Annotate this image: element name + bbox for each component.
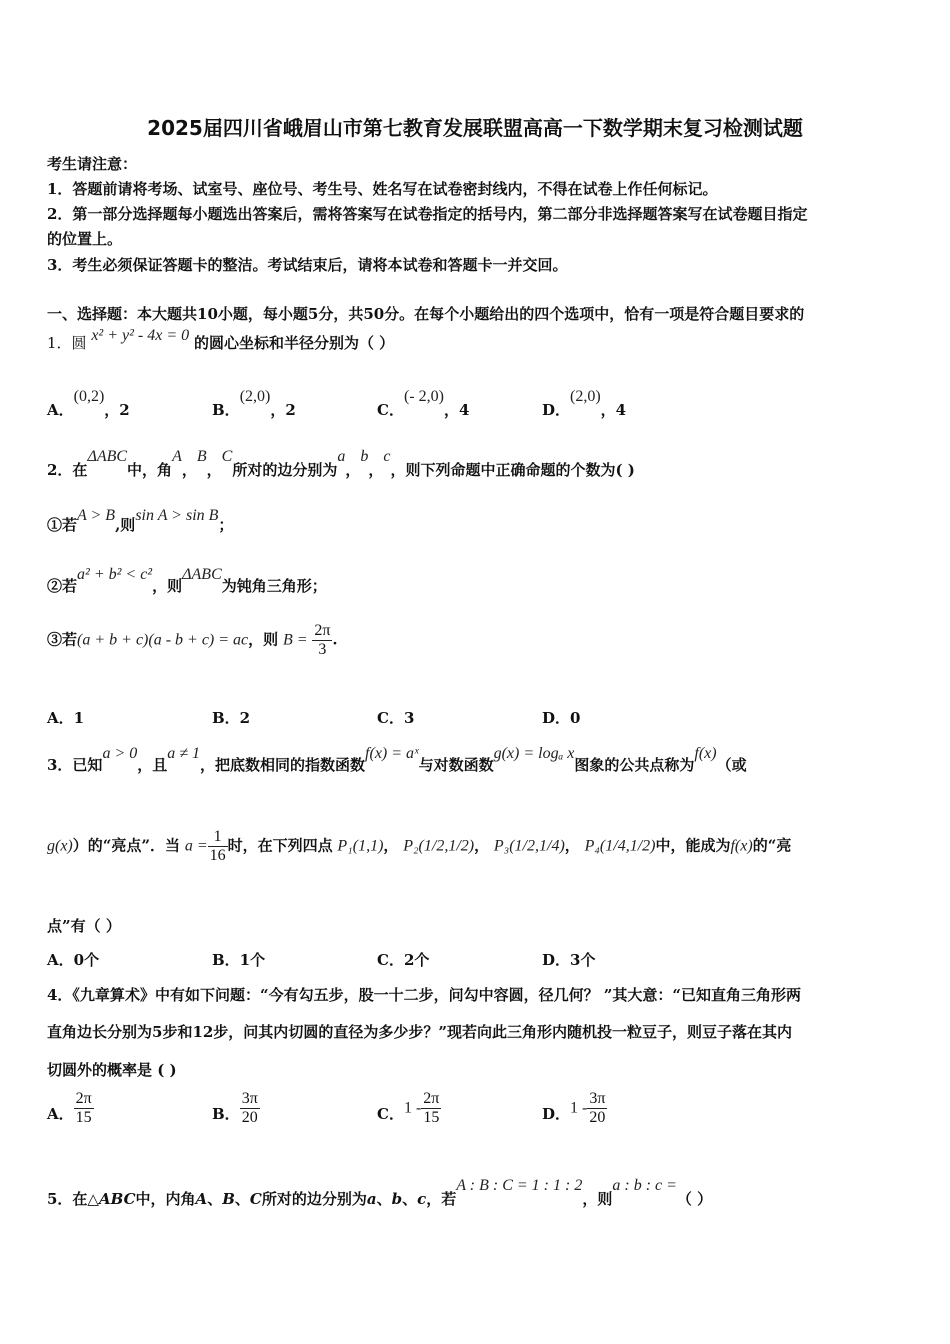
point-p2: P₂(1/2,1/2)	[403, 837, 475, 855]
q4-option-c[interactable]: C．1 - $\frac{2\pi}{15}$	[377, 1090, 440, 1126]
q2-option-c[interactable]: C．3	[377, 709, 415, 727]
notice-heading: 考生请注意：	[47, 155, 138, 173]
q2-triangle: ΔABC	[87, 448, 128, 465]
notice-item-2: 2．第一部分选择题每小题选出答案后，需将答案写在试卷指定的括号内，第二部分非选择题答案写在试卷题目指定	[47, 205, 808, 223]
q2-fraction: $\frac{2\pi}{3}$	[314, 622, 331, 658]
page-title: 2025届四川省峨眉山市第七教育发展联盟高高一下数学期末复习检测试题	[147, 116, 803, 140]
question-2: 2．在ΔABC中，角A，B，C所对的边分别为a，b，c，则下列命题中正确命题的个数为( )	[47, 448, 635, 479]
q1-option-a[interactable]: A．(0,2)，2	[47, 388, 130, 419]
q1-text: 的圆心坐标和半径分别为（ ）	[193, 334, 395, 352]
q1-equation: x² + y² - 4x = 0	[91, 327, 190, 344]
question-3: 3．已知a > 0，且a ≠ 1，把底数相同的指数函数f(x) = aˣ与对数函数g(x) = logₐ x图象的公共点称为f(x)（或	[47, 745, 747, 774]
q3-option-c[interactable]: C．2个	[377, 951, 430, 969]
q4-option-d[interactable]: D．1 - $\frac{3\pi}{20}$	[542, 1090, 606, 1126]
q4-line-3: 切圆外的概率是 ( )	[47, 1061, 177, 1079]
q2-option-d[interactable]: D．0	[542, 709, 581, 727]
question-5: 5．在△ABC中，内角A、B、C所对的边分别为a、b、c，若A : B : C = 1 : 1 : 2，则a : b : c =（ ）	[47, 1177, 713, 1208]
point-p4: P₄(1/4,1/2)	[584, 837, 656, 855]
q2-option-a[interactable]: A．1	[47, 709, 85, 727]
point-p3: P₃(1/2,1/4)	[493, 837, 565, 855]
q1-option-c[interactable]: C．(- 2,0)，4	[377, 388, 470, 419]
q2-statement-2: ②若a² + b² < c²，则ΔABC为钝角三角形；	[47, 566, 327, 595]
q4-line-1: 4．《九章算术》中有如下问题：“今有勾五步，股一十二步，问勾中容圆，径几何？ ”其大意：“已知直角三角形两	[47, 986, 802, 1004]
q3-option-d[interactable]: D．3个	[542, 951, 596, 969]
notice-item-1: 1．答题前请将考场、试室号、座位号、考生号、姓名写在试卷密封线内，不得在试卷上作任何标记。	[47, 180, 718, 198]
q3-line-3: 点”有（ ）	[47, 917, 121, 935]
notice-item-2-cont: 的位置上。	[47, 230, 123, 248]
q2-statement-1: ①若A > B,则sin A > sin B；	[47, 507, 234, 534]
q1-option-d[interactable]: D．(2,0)，4	[542, 388, 627, 419]
q1-option-b[interactable]: B．(2,0)，2	[212, 388, 296, 419]
q4-option-b[interactable]: B． $\frac{3\pi}{20}$	[212, 1090, 258, 1126]
q4-option-a[interactable]: A． $\frac{2\pi}{15}$	[47, 1090, 92, 1126]
q1-number: 1．圆	[47, 334, 87, 352]
question-1	[47, 327, 395, 353]
section-heading: 一、选择题：本大题共10小题，每小题5分，共50分。在每个小题给出的四个选项中，恰有一项是符合题目要求的	[47, 305, 805, 323]
notice-item-3: 3．考生必须保证答题卡的整洁。考试结束后，请将本试卷和答题卡一并交回。	[47, 256, 568, 274]
q4-line-2: 直角边长分别为5步和12步，问其内切圆的直径为多少步？”现若向此三角形内随机投一粒豆子，则豆子落在其内	[47, 1023, 792, 1041]
q2-statement-3: ③若(a + b + c)(a - b + c) = ac，则 B = $\frac{2\pi}{3}$ .	[47, 622, 338, 658]
q3-option-b[interactable]: B．1个	[212, 951, 266, 969]
q3-option-a[interactable]: A．0个	[47, 951, 100, 969]
q3-line-2: g(x)）的“亮点”．当 a = $\frac{1}{16}$ 时，在下列四点 P₁(1,1)， P₂(1/2,1/2)， P₃(1/2,1/4)， P₄(1/4,1/2)中，能成为f(x)的“亮	[47, 828, 792, 864]
point-p1: P₁(1,1)	[337, 837, 384, 855]
q2-option-b[interactable]: B．2	[212, 709, 251, 727]
